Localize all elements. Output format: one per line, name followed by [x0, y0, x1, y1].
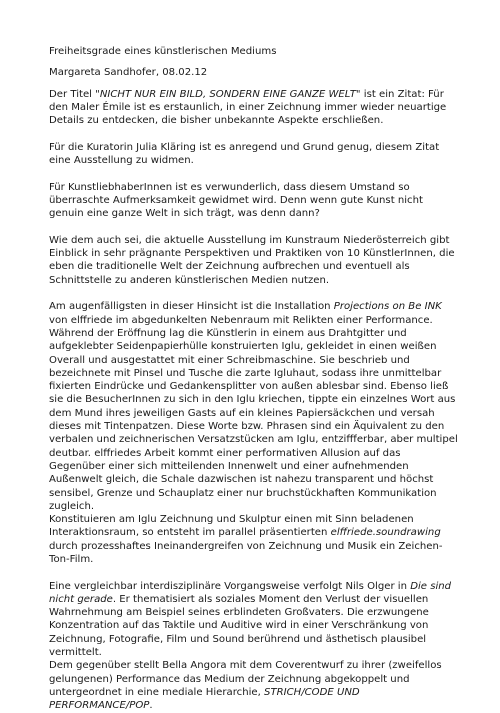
paragraph-3: Für KunstliebhaberInnen ist es verwunderlich, dass diesem Umstand so überraschte Aufmerksamkeit gewidmet wird. Denn wenn gute Kunst nicht genuin eine ganze Welt in sich trägt, was denn dann?	[49, 181, 423, 220]
paragraph-8-text-a: Dem gegenüber stellt Bella Angora mit dem Coverentwurf zu ihrer (zweifellos gelungenen) Performance das Medium der Zeichnung abgekoppelt und untergeordnet in eine mediale Hierarchie,	[49, 660, 442, 698]
work-title-soundrawing: elffriede.soundrawing	[330, 527, 441, 539]
paragraph-2: Für die Kuratorin Julia Kläring ist es anregend und Grund genug, diesem Zitat eine Ausstellung zu widmen.	[49, 141, 440, 167]
byline: Margareta Sandhofer, 08.02.12	[49, 67, 208, 79]
paragraph-1	[49, 88, 458, 128]
paragraph-7	[49, 580, 458, 660]
work-title-strich-code: STRICH/CODE UND PERFORMANCE/POP	[49, 686, 360, 712]
paragraph-8-text-b: .	[149, 700, 153, 712]
paragraph-5-text-a: Am augenfälligsten in dieser Hinsicht ist die Installation	[49, 301, 334, 313]
work-title-projections: Projections on Be INK	[333, 301, 442, 313]
work-title-die-sind-nicht-gerade: Die sind nicht gerade	[49, 580, 452, 605]
paragraph-6-text-b: durch prozesshaftes Ineinandergreifen von Zeichnung und Musik ein Zeichen-Ton-Film.	[49, 540, 443, 565]
paragraph-4: Wie dem auch sei, die aktuelle Ausstellung im Kunstraum Niederösterreich gibt Einblick in sehr prägnante Perspektiven und Praktiken von 10 KünstlerInnen, die eben die traditionelle Welt der Zeichnung aufbrechen und eventuell als Schnittstelle zu anderen künstlerischen Medien nutzen.	[49, 234, 455, 286]
paragraph-7-text-b: . Er thematisiert als soziales Moment den Verlust der visuellen Wahrnehmung am Beispiel seines erblindeten Großvaters. Die erzwungene Konzentration auf das Taktile und Auditive wird in einer Verschränkung von Zeichnung, Fotografie, Film und Sound berührend und ästhetisch plausibel vermittelt.	[49, 593, 429, 659]
paragraph-1-text-a: Der Titel "	[49, 88, 100, 100]
paragraph-8	[49, 659, 458, 712]
paragraph-1-text-b: " ist ein Zitat: Für den Maler Émile ist es erstaunlich, in einer Zeichnung immer wieder neuartige Details zu entdecken, die bisher unbekannte Aspekte erschließen.	[49, 88, 447, 127]
paragraph-5	[49, 300, 458, 513]
paragraph-5-text-b: von elffriede im abgedunkelten Nebenraum mit Relikten einer Performance. Während der Eröffnung lag die Künstlerin in einem aus Drahtgitter und aufgeklebter Seidenpapierhülle konstruierten Iglu, gekleidet in einen weißen Overall und ausgestattet mit einer Schreibmaschine. Sie beschrieb und bezeichnete mit Pinsel und Tusche die zarte Igluhaut, sodass ihre unmittelbar fixierten Eindrücke und Gedankensplitter von außen ablesbar sind. Ebenso ließ sie die BesucherInnen zu sich in den Iglu kriechen, tippte ein einzelnes Wort aus dem Mund ihres jeweiligen Gasts auf ein kleines Papiersäckchen und versah dieses mit Tintenpatzen. Diese Worte bzw. Phrasen sind ein Äquivalent zu den verbalen und zeichnerischen Versatzstücken am Iglu, entziffferbar, aber multipel deutbar. elffriedes Arbeit kommt einer performativen Allusion auf das Gegenüber einer sich mitteilenden Innenwelt und einer aufnehmenden Außenwelt gleich, die Schale dazwischen ist nahezu transparent und höchst sensibel, Grenze und Schauplatz einer nur bruchstückhaften Kommunikation zugleich.	[49, 314, 458, 512]
title-quote: NICHT NUR EIN BILD, SONDERN EINE GANZE WELT	[99, 88, 356, 100]
document-title: Freiheitsgrade eines künstlerischen Mediums	[49, 46, 277, 57]
paragraph-7-text-a: Eine vergleichbar interdisziplinäre Vorgangsweise verfolgt Nils Olger in	[49, 580, 411, 592]
paragraph-6	[49, 513, 458, 566]
paragraph-6-text-a: Konstituieren am Iglu Zeichnung und Skulptur einen mit Sinn beladenen Interaktionsraum, so entsteht im parallel präsentierten	[49, 514, 414, 539]
